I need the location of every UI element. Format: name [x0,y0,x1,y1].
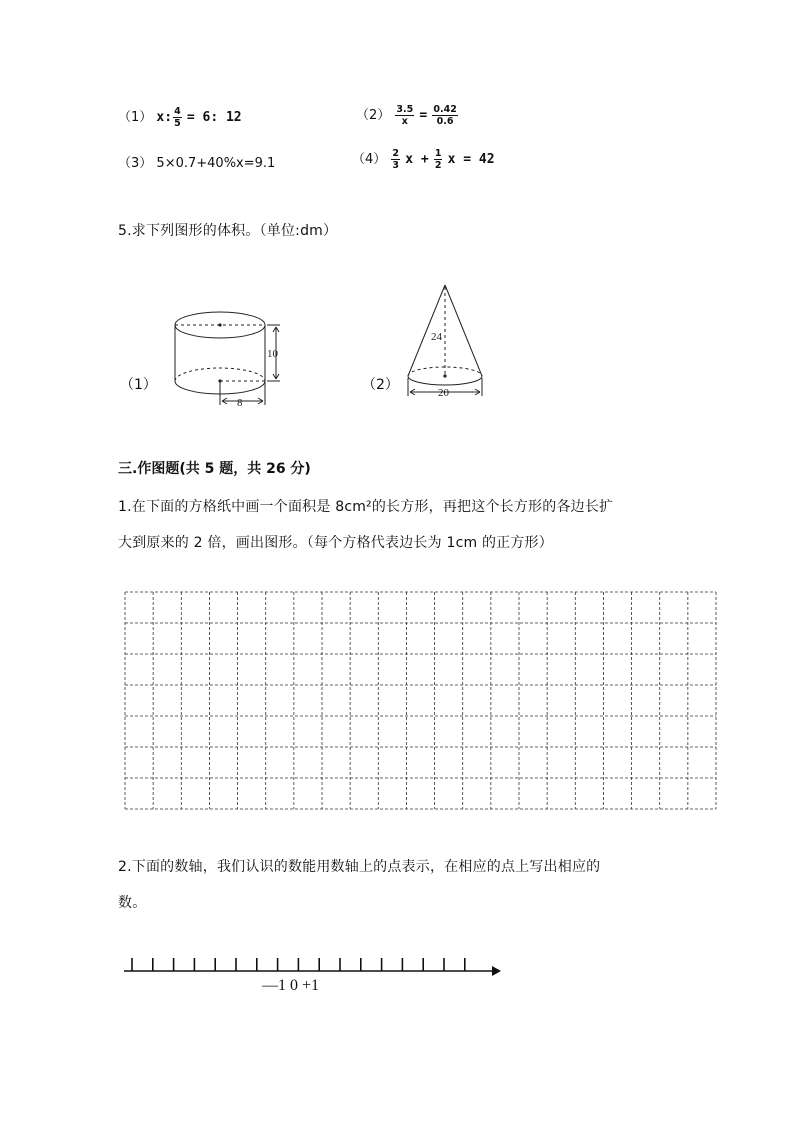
cone-diameter-label: 20 [438,387,449,399]
equation-4-rhs: x = 42 [447,152,495,167]
fraction-4-5: $\frac{4}{5}$ [174,106,181,129]
fraction-1-2: $\frac{1}{2}$ [434,148,442,171]
cone-base-center [443,374,446,377]
equation-2-label: （2） [356,108,391,123]
q1-line-1: 1.在下面的方格纸中画一个面积是 8cm²的长方形，再把这个长方形的各边长扩 [118,499,614,515]
cylinder-top-center [218,323,221,326]
equation-4-mid: x + [405,152,429,167]
number-line-labels: —1 0 +1 [262,977,320,994]
equation-3-label: （3） [118,156,153,171]
equation-1-var: x: [156,110,173,125]
number-line-arrow-icon [492,966,501,976]
figure-2-label: （2） [362,377,399,393]
equation-4-label: （4） [352,152,387,167]
cylinder-bottom-center [218,379,221,382]
section-3-title: 三.作图题(共 5 题，共 26 分) [118,461,311,477]
equation-1-rhs: = 6: 12 [186,110,242,125]
cone-figure [408,285,482,396]
fraction-3.5-x: $\frac{3.5}{x}$ [396,104,414,127]
q1-line-2: 大到原来的 2 倍，画出图形。（每个方格代表边长为 1cm 的正方形） [118,535,553,551]
equation-2-equals: = [419,108,428,123]
figure-1-label: （1） [120,377,157,393]
cylinder-figure [175,312,280,405]
cone-height-label: 24 [431,331,442,343]
cylinder-height-label: 10 [267,348,278,360]
solid-figures [0,0,794,420]
q2-line-2: 数。 [118,895,147,911]
q2-line-1: 2.下面的数轴，我们认识的数能用数轴上的点表示，在相应的点上写出相应的 [118,859,601,875]
number-line [120,950,510,998]
equation-3-text: 5×0.7+40%x=9.1 [156,156,276,171]
fraction-2-3: $\frac{2}{3}$ [392,148,400,171]
cylinder-radius-label: 8 [237,397,243,409]
fraction-0.42-0.6: $\frac{0.42}{0.6}$ [433,104,457,127]
grid-paper[interactable] [124,591,718,811]
q5-text: 5.求下列图形的体积。（单位:dm） [118,223,338,239]
equation-1-label: （1） [118,110,153,125]
